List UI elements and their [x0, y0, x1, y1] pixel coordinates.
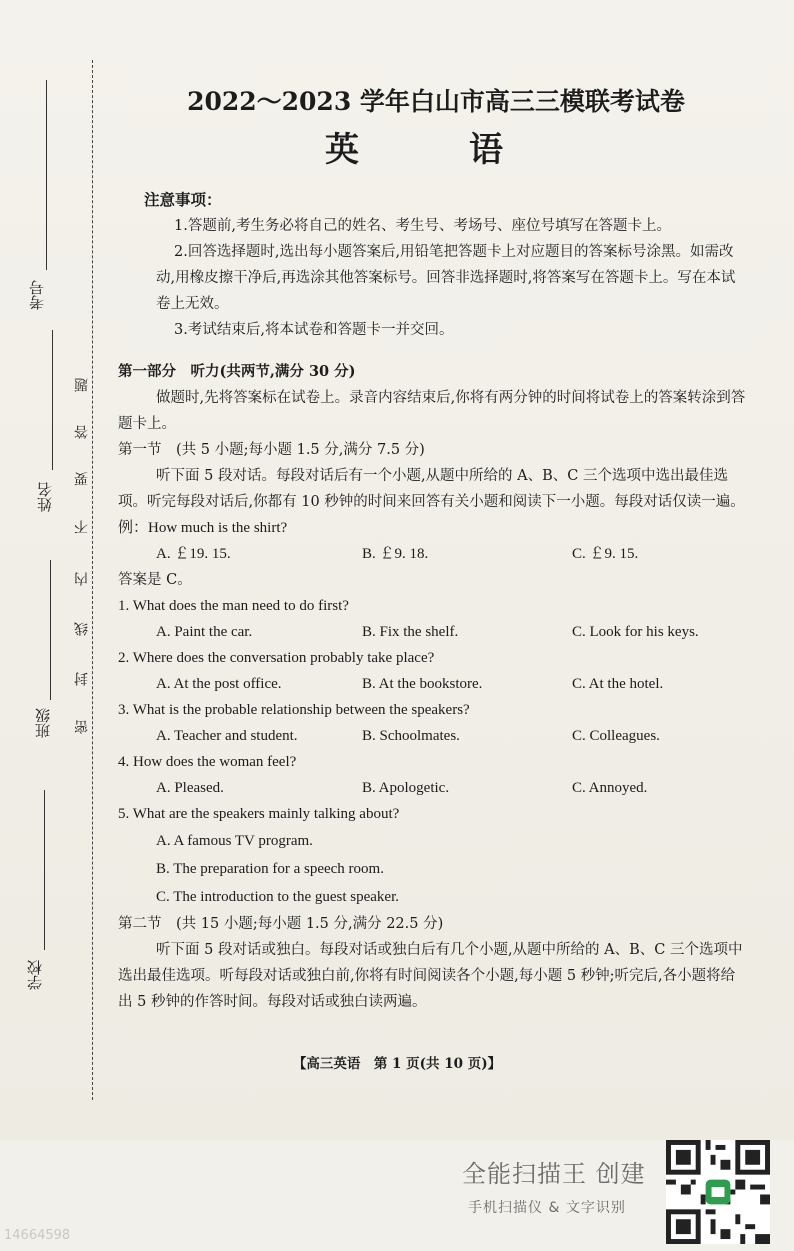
field-line — [44, 790, 45, 950]
option: A. Pleased. — [156, 780, 224, 796]
exam-content — [118, 82, 748, 1015]
field-name: 姓名 — [36, 482, 54, 512]
part-1 — [118, 359, 748, 1015]
notice-item: 2.回答选择题时,选出每小题答案后,用铅笔把答题卡上对应题目的答案标号涂黑。如需改动,用橡皮擦干净后,再选涂其他答案标号。回答非选择题时,将答案写在答题卡上。写在本试卷上无效。 — [156, 244, 736, 312]
seal-char: 密 — [74, 720, 90, 734]
example-question: 例：How much is the shirt? — [118, 520, 288, 536]
section2-heading: 第二节 (共 15 小题;每小题 1.5 分,满分 22.5 分) — [118, 916, 444, 932]
field-line — [52, 330, 53, 470]
question-options — [118, 619, 748, 645]
watermark-line2: 手机扫描仪 & 文字识别 — [468, 1200, 626, 1216]
seal-char: 内 — [74, 572, 90, 586]
option: A. Teacher and student. — [156, 728, 298, 744]
option: B. Schoolmates. — [362, 728, 460, 744]
exam-title: 2022～2023 学年白山市高三三模联考试卷 — [187, 87, 685, 116]
field-exam-number: 考号 — [28, 280, 46, 310]
option: B. ￡9. 18. — [362, 546, 429, 562]
seal-char: 封 — [74, 672, 90, 686]
question: 2. Where does the conversation probably take place? — [118, 650, 435, 666]
question: 3. What is the probable relationship between the speakers? — [118, 702, 470, 718]
notice-heading: 注意事项： — [144, 190, 222, 209]
seal-char: 答 — [74, 425, 90, 439]
notice-block — [118, 187, 748, 343]
option: A. ￡19. 15. — [156, 546, 231, 562]
option: C. Annoyed. — [572, 780, 648, 796]
scanner-watermark — [462, 1154, 646, 1217]
seal-char: 不 — [74, 520, 90, 534]
option: B. The preparation for a speech room. — [156, 861, 384, 877]
option: C. ￡9. 15. — [572, 546, 639, 562]
field-line — [50, 560, 51, 700]
field-line — [46, 80, 47, 270]
seal-char: 题 — [74, 378, 90, 392]
option: A. A famous TV program. — [156, 833, 313, 849]
binding-line — [92, 60, 94, 1100]
part1-heading: 第一部分 听力(共两节,满分 30 分) — [118, 363, 356, 380]
example-options — [118, 541, 748, 567]
option: C. Colleagues. — [572, 728, 660, 744]
seal-char: 要 — [74, 472, 90, 486]
question-options — [118, 671, 748, 697]
example-answer: 答案是 C。 — [118, 572, 192, 588]
option: B. Apologetic. — [362, 780, 450, 796]
exam-subject: 英 语 — [325, 130, 541, 170]
watermark-line1: 全能扫描王 创建 — [462, 1160, 646, 1188]
page-footer: 【高三英语 第 1 页(共 10 页)】 — [292, 1056, 502, 1072]
option: C. The introduction to the guest speaker. — [156, 889, 400, 905]
question: 5. What are the speakers mainly talking about? — [118, 806, 400, 822]
seal-char: 线 — [74, 622, 90, 636]
question: 1. What does the man need to do first? — [118, 598, 349, 614]
field-school: 学校 — [26, 960, 44, 990]
section2-intro: 听下面 5 段对话或独白。每段对话或独白后有几个小题,从题中所给的 A、B、C 三个选项中选出最佳选项。听每段对话或独白前,你将有时间阅读各个小题,每小题 5 秒钟;听完后,各小题将给出 5 秒钟的作答时间。每段对话或独白读两遍。 — [118, 942, 743, 1010]
notice-item: 1.答题前,考生务必将自己的姓名、考生号、考场号、座位号填写在答题卡上。 — [174, 218, 671, 234]
option: C. At the hotel. — [572, 676, 664, 692]
option: C. Look for his keys. — [572, 624, 699, 640]
question-options — [118, 775, 748, 801]
part1-intro: 做题时,先将答案标在试卷上。录音内容结束后,你将有两分钟的时间将试卷上的答案转涂到答题卡上。 — [118, 390, 746, 432]
section1-intro: 听下面 5 段对话。每段对话后有一个小题,从题中所给的 A、B、C 三个选项中选出最佳选项。听完每段对话后,你都有 10 秒钟的时间来回答有关小题和阅读下一小题。每段对话仅读一遍。 — [118, 468, 745, 510]
qr-code-icon — [666, 1140, 770, 1244]
section1-heading: 第一节 (共 5 小题;每小题 1.5 分,满分 7.5 分) — [118, 442, 425, 458]
option: B. At the bookstore. — [362, 676, 483, 692]
question-options — [118, 723, 748, 749]
option: A. At the post office. — [156, 676, 282, 692]
notice-item: 3.考试结束后,将本试卷和答题卡一并交回。 — [174, 322, 454, 338]
field-class: 班级 — [34, 708, 52, 738]
question: 4. How does the woman feel? — [118, 754, 297, 770]
option: A. Paint the car. — [156, 624, 253, 640]
option: B. Fix the shelf. — [362, 624, 459, 640]
document-id: 14664598 — [4, 1228, 71, 1243]
